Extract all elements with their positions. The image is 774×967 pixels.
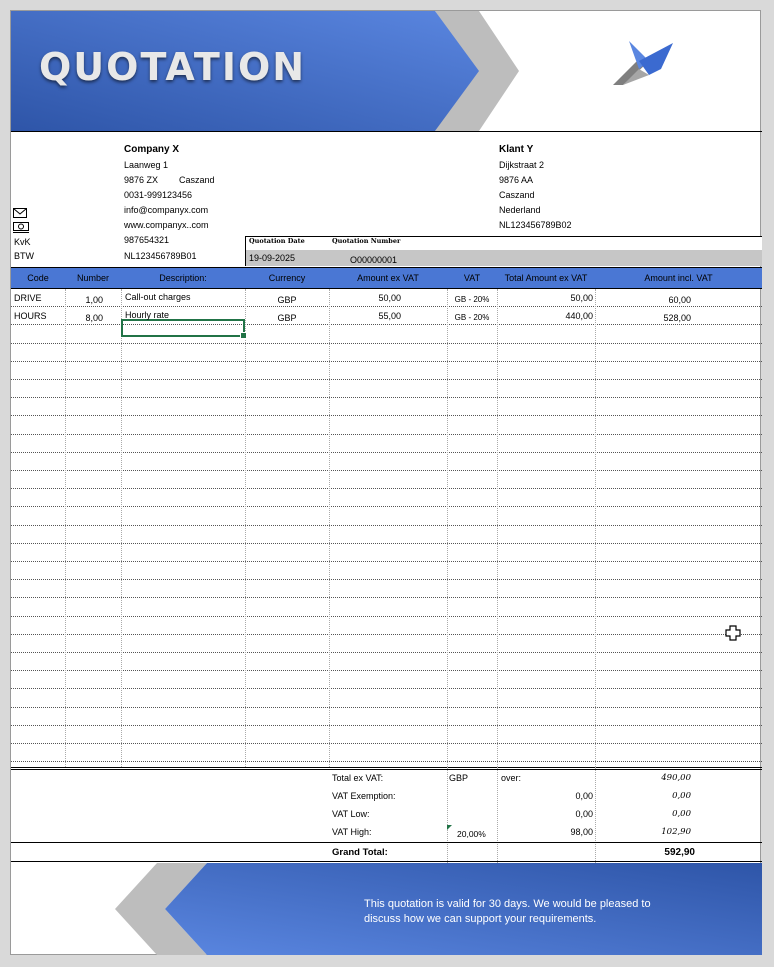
line-1-number[interactable]: 1,00: [85, 295, 103, 305]
quotation-sheet: [10, 10, 761, 955]
total-currency: GBP: [449, 773, 469, 783]
line-2-currency[interactable]: GBP: [277, 313, 297, 323]
table-row[interactable]: [11, 453, 762, 471]
btw-label: BTW: [14, 251, 34, 261]
envelope-icon: [13, 208, 27, 218]
line-2-description[interactable]: Hourly rate: [125, 310, 170, 320]
grand-total-divider-top: [11, 842, 762, 843]
sender-website[interactable]: www.companyx..com: [124, 220, 209, 230]
vat-high-base: 98,00: [570, 827, 593, 837]
table-row[interactable]: [11, 544, 762, 562]
client-postcode: 9876 AA: [499, 175, 534, 185]
col-currency: Currency: [268, 273, 306, 283]
footer-line-2: discuss how we can support your requirements.: [364, 913, 597, 925]
sender-street: Laanweg 1: [124, 160, 169, 170]
table-row[interactable]: [11, 344, 762, 362]
line-2-amount-incl: 528,00: [663, 313, 691, 323]
line-2-total-ex: 440,00: [565, 311, 593, 321]
table-row[interactable]: [11, 580, 762, 598]
vat-high-label: VAT High:: [332, 827, 372, 837]
sender-btw: NL123456789B01: [124, 251, 197, 261]
sender-postcode: 9876 ZX: [124, 175, 159, 185]
client-vat: NL123456789B02: [499, 220, 572, 230]
table-row[interactable]: [11, 708, 762, 726]
line-2-code[interactable]: HOURS: [14, 311, 47, 321]
fill-handle[interactable]: [240, 332, 247, 339]
table-row[interactable]: [11, 507, 762, 525]
quote-date-label: Quotation Date: [249, 237, 305, 245]
grand-total-value: 592,90: [664, 847, 695, 858]
col-amount-ex-vat: Amount ex VAT: [357, 273, 419, 283]
table-row[interactable]: [11, 671, 762, 689]
page-title: QUOTATION: [39, 45, 307, 89]
line-1-description[interactable]: Call-out charges: [125, 292, 191, 302]
client-country: Nederland: [499, 205, 541, 215]
table-row[interactable]: [11, 380, 762, 398]
table-row[interactable]: [11, 362, 762, 380]
client-street: Dijkstraat 2: [499, 160, 545, 170]
footer-line-1: This quotation is valid for 30 days. We would be pleased to: [364, 898, 651, 910]
table-row[interactable]: [11, 435, 762, 453]
vat-low-base: 0,00: [575, 809, 593, 819]
quote-date[interactable]: 19-09-2025: [249, 253, 296, 263]
line-items-header: [11, 267, 762, 289]
vat-low-label: VAT Low:: [332, 809, 370, 819]
vat-exemption-label: VAT Exemption:: [332, 791, 396, 801]
line-2-amount-ex[interactable]: 55,00: [378, 311, 401, 321]
line-1-total-ex: 50,00: [570, 293, 593, 303]
client-name: Klant Y: [499, 144, 534, 155]
table-row[interactable]: [11, 617, 762, 635]
table-row[interactable]: [11, 562, 762, 580]
sender-name: Company X: [124, 144, 180, 155]
quote-number-label: Quotation Number: [332, 237, 401, 245]
col-description: Description:: [159, 273, 207, 283]
vat-high-value: 102,90: [661, 827, 691, 837]
quote-info-labels: [245, 236, 762, 250]
kvk-label: KvK: [14, 237, 31, 247]
vat-exemption-value: 0,00: [672, 791, 691, 801]
table-row[interactable]: [11, 653, 762, 671]
comment-indicator-icon[interactable]: [447, 825, 452, 830]
table-row[interactable]: [11, 635, 762, 653]
col-amount-incl-vat: Amount incl. VAT: [644, 273, 713, 283]
col-code: Code: [27, 273, 49, 283]
sender-city: Caszand: [179, 175, 215, 185]
grand-total-divider-bottom: [11, 861, 762, 862]
company-logo-icon: [609, 39, 675, 89]
quote-number[interactable]: O00000001: [350, 255, 398, 265]
table-row[interactable]: [11, 471, 762, 489]
active-cell-selection[interactable]: [121, 319, 245, 337]
vat-low-value: 0,00: [672, 809, 691, 819]
cursor-icon: [725, 625, 741, 641]
table-row[interactable]: [11, 598, 762, 616]
total-ex-value: 490,00: [661, 773, 691, 783]
line-1-vat[interactable]: GB - 20%: [454, 295, 490, 304]
table-row[interactable]: [11, 744, 762, 762]
vat-high-rate: 20,00%: [457, 829, 486, 839]
table-row[interactable]: [11, 689, 762, 707]
total-ex-label: Total ex VAT:: [332, 773, 384, 783]
table-row[interactable]: [11, 726, 762, 744]
line-1-code[interactable]: DRIVE: [14, 293, 42, 303]
line-2-number[interactable]: 8,00: [85, 313, 103, 323]
header-divider: [11, 131, 762, 132]
vat-exemption-base: 0,00: [575, 791, 593, 801]
line-1-amount-incl: 60,00: [668, 295, 691, 305]
col-total-ex-vat: Total Amount ex VAT: [504, 273, 588, 283]
grand-total-label: Grand Total:: [332, 847, 388, 858]
over-label: over:: [501, 773, 522, 783]
sender-email[interactable]: info@companyx.com: [124, 205, 209, 215]
table-row[interactable]: [11, 526, 762, 544]
table-row[interactable]: [11, 489, 762, 507]
line-2-vat[interactable]: GB - 20%: [454, 313, 490, 322]
line-1-amount-ex[interactable]: 50,00: [378, 293, 401, 303]
sender-kvk: 987654321: [124, 235, 170, 245]
line-items-grid: [11, 289, 762, 767]
client-city: Caszand: [499, 190, 535, 200]
quote-info-values: [245, 250, 762, 266]
web-icon: [13, 222, 29, 233]
sender-phone: 0031-999123456: [124, 190, 193, 200]
col-vat: VAT: [463, 273, 481, 283]
table-row[interactable]: [11, 398, 762, 416]
col-number: Number: [76, 273, 109, 283]
line-1-currency[interactable]: GBP: [277, 295, 297, 305]
table-row[interactable]: [11, 416, 762, 434]
